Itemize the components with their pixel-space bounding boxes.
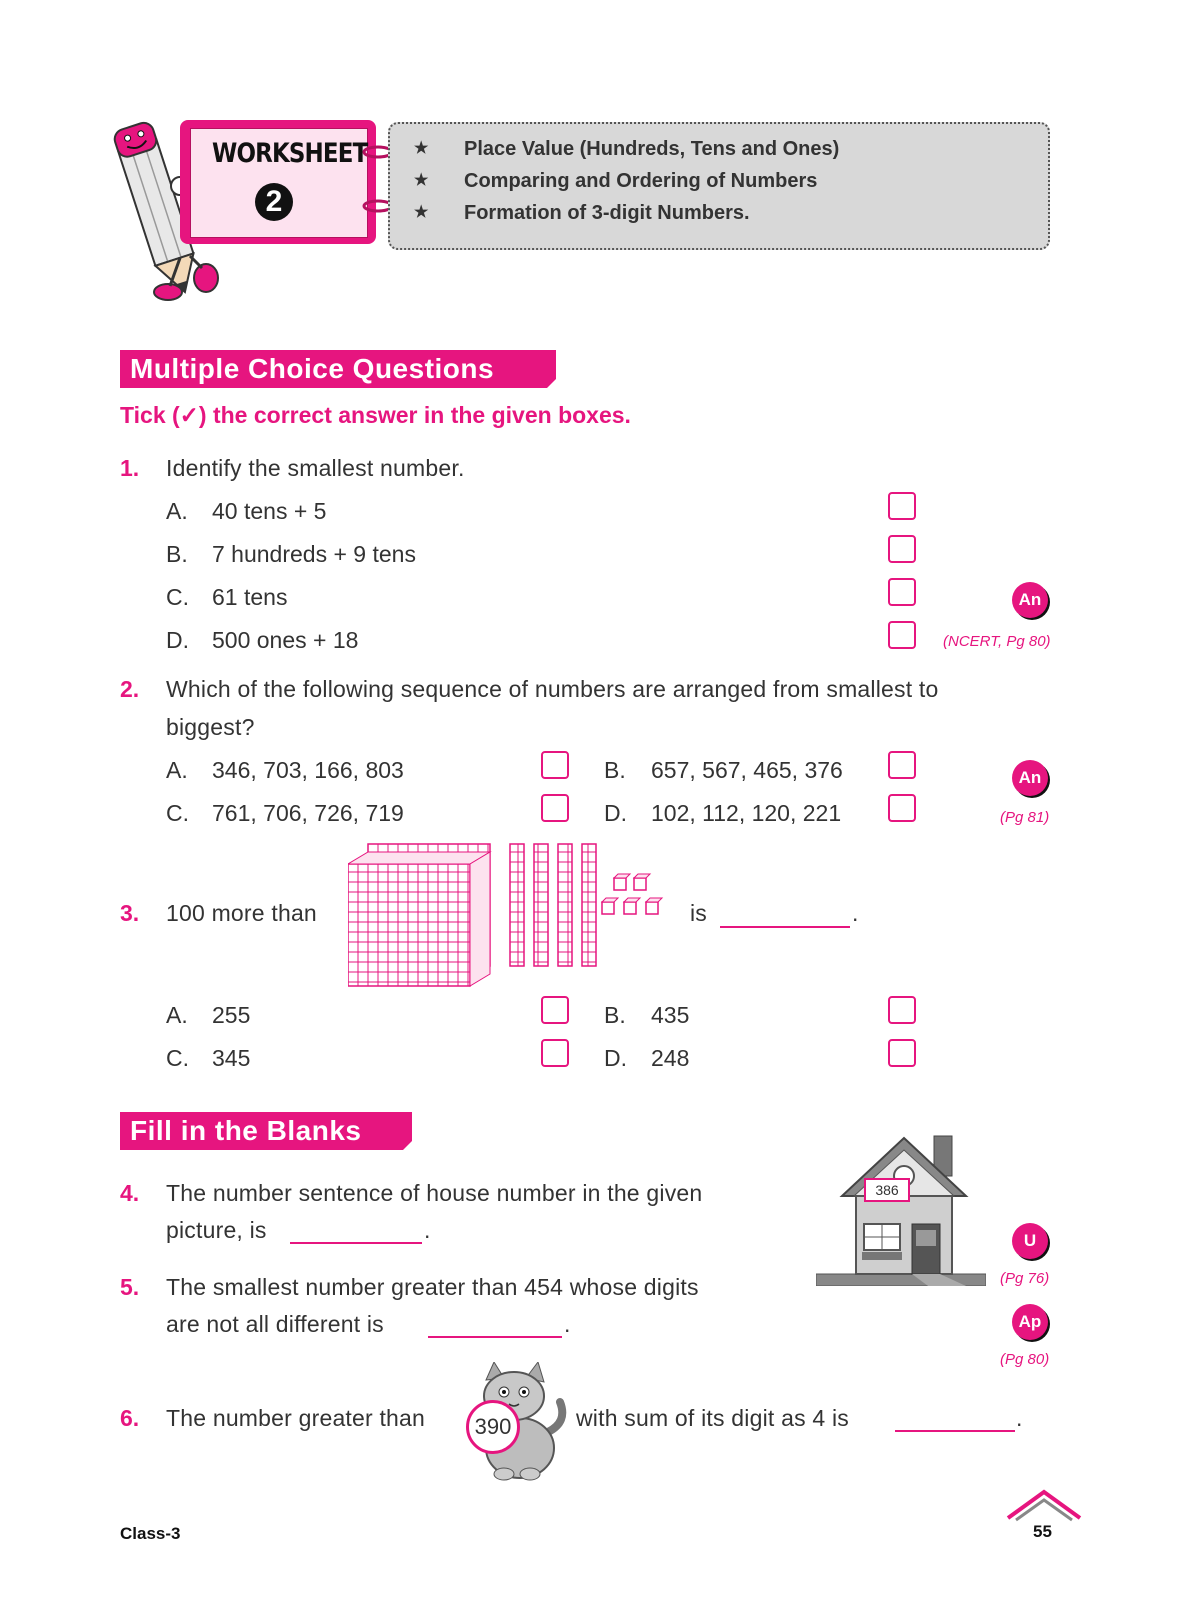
option-text: 255 <box>212 1002 251 1028</box>
skill-badge: An <box>1012 760 1048 796</box>
question-text: 100 more than <box>166 900 317 926</box>
question-text-continued: biggest? <box>166 714 255 740</box>
ones-cube <box>602 898 618 914</box>
tens-rod <box>582 844 596 966</box>
answer-checkbox[interactable] <box>888 492 916 520</box>
ones-cube <box>646 898 662 914</box>
house-icon <box>816 1126 986 1286</box>
answer-checkbox[interactable] <box>541 751 569 779</box>
worksheet-number: 2 <box>255 183 293 221</box>
answer-blank[interactable] <box>895 1430 1015 1432</box>
reference-label: (Pg 76) <box>1000 1270 1050 1287</box>
question-text-after: is <box>690 900 708 926</box>
option-text: 500 ones + 18 <box>212 627 359 653</box>
ones-cube <box>614 874 630 890</box>
option-letter: A. <box>166 1002 188 1028</box>
answer-checkbox[interactable] <box>541 794 569 822</box>
question-number: 1. <box>120 455 140 481</box>
skill-badge: U <box>1012 1223 1048 1259</box>
option-text: 102, 112, 120, 221 <box>651 800 842 826</box>
question-number: 3. <box>120 900 140 926</box>
ones-cube <box>634 874 650 890</box>
class-label: Class-3 <box>120 1524 181 1543</box>
mcq-instruction: Tick (✓) the correct answer in the given boxes. <box>120 402 631 428</box>
cat-number-badge: 390 <box>466 1400 520 1454</box>
answer-checkbox[interactable] <box>541 1039 569 1067</box>
topics-box: ★ Place Value (Hundreds, Tens and Ones) ★ Comparing and Ordering of Numbers ★ Formation of 3-digit Numbers. <box>388 122 1050 250</box>
question-number: 2. <box>120 676 140 702</box>
option-text: 435 <box>651 1002 690 1028</box>
page-number: 55 <box>1033 1522 1052 1541</box>
question-text: Which of the following sequence of numbers are arranged from smallest to <box>166 676 939 702</box>
star-icon: ★ <box>414 172 429 189</box>
option-text: 248 <box>651 1045 690 1071</box>
option-text: 761, 706, 726, 719 <box>212 800 404 826</box>
reference-label: (Pg 81) <box>1000 809 1050 826</box>
question-number: 5. <box>120 1274 140 1300</box>
reference-label: (Pg 80) <box>1000 1351 1050 1368</box>
option-text: 40 tens + 5 <box>212 498 327 524</box>
answer-checkbox[interactable] <box>888 751 916 779</box>
blank-period: . <box>564 1311 571 1337</box>
fill-heading: Fill in the Blanks <box>120 1112 412 1150</box>
option-text: 346, 703, 166, 803 <box>212 757 404 783</box>
house-illustration <box>816 1126 986 1286</box>
answer-checkbox[interactable] <box>888 621 916 649</box>
option-text: 61 tens <box>212 584 288 610</box>
question-text: The number greater than <box>166 1405 426 1431</box>
star-icon: ★ <box>414 204 429 221</box>
answer-checkbox[interactable] <box>888 535 916 563</box>
answer-checkbox[interactable] <box>888 1039 916 1067</box>
answer-blank[interactable] <box>428 1336 562 1338</box>
worksheet-title: WORKSHEET <box>212 138 368 169</box>
answer-checkbox[interactable] <box>888 996 916 1024</box>
question-text-after: with sum of its digit as 4 is <box>576 1405 849 1431</box>
tens-rod <box>534 844 548 966</box>
option-letter: B. <box>604 1002 626 1028</box>
option-letter: B. <box>166 541 188 567</box>
question-number: 6. <box>120 1405 140 1431</box>
hundreds-flat <box>348 852 490 986</box>
house-number-plate: 386 <box>864 1178 910 1202</box>
option-letter: A. <box>166 757 188 783</box>
question-text-continued: picture, is <box>166 1217 267 1243</box>
answer-checkbox[interactable] <box>541 996 569 1024</box>
roof-icon <box>1006 1488 1084 1522</box>
reference-label: (NCERT, Pg 80) <box>943 633 1051 650</box>
option-letter: D. <box>604 1045 627 1071</box>
option-letter: D. <box>604 800 627 826</box>
option-text: 657, 567, 465, 376 <box>651 757 843 783</box>
question-text: The smallest number greater than 454 whose digits <box>166 1274 699 1300</box>
question-text-continued: are not all different is <box>166 1311 384 1337</box>
answer-checkbox[interactable] <box>888 578 916 606</box>
option-letter: A. <box>166 498 188 524</box>
answer-blank[interactable] <box>290 1242 422 1244</box>
blank-period: . <box>852 900 859 926</box>
option-letter: C. <box>166 800 189 826</box>
tens-rod <box>558 844 572 966</box>
mcq-heading: Multiple Choice Questions <box>120 350 556 388</box>
tens-rod <box>510 844 524 966</box>
base-ten-blocks-icon <box>348 842 688 992</box>
option-text: 345 <box>212 1045 251 1071</box>
question-text: The number sentence of house number in the given <box>166 1180 703 1206</box>
option-letter: B. <box>604 757 626 783</box>
question-number: 4. <box>120 1180 140 1206</box>
question-text: Identify the smallest number. <box>166 455 465 481</box>
skill-badge: An <box>1012 582 1048 618</box>
option-letter: C. <box>166 1045 189 1071</box>
option-letter: D. <box>166 627 189 653</box>
answer-blank[interactable] <box>720 926 850 928</box>
option-text: 7 hundreds + 9 tens <box>212 541 416 567</box>
page-number-roof <box>1006 1488 1084 1522</box>
option-letter: C. <box>166 584 189 610</box>
star-icon: ★ <box>414 140 429 157</box>
ones-cube <box>624 898 640 914</box>
blank-period: . <box>1016 1405 1023 1431</box>
answer-checkbox[interactable] <box>888 794 916 822</box>
blank-period: . <box>424 1217 431 1243</box>
base-ten-blocks-illustration <box>348 842 688 992</box>
skill-badge: Ap <box>1012 1304 1048 1340</box>
